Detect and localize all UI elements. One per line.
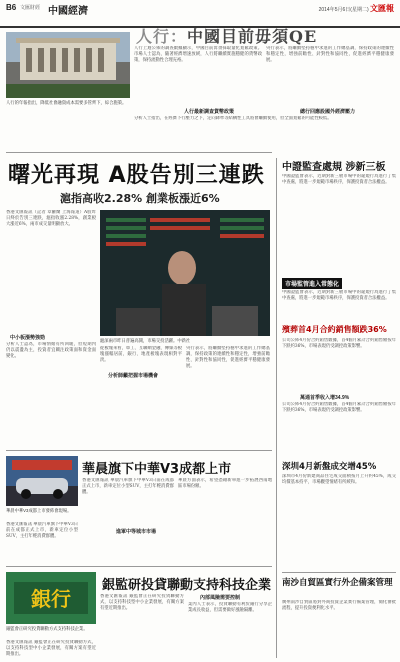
story4-body-a: 香港文匯報訊 銀監會正在研究投貸聯動方式，以支持科技型中小企業發展，有關方案有望近期推出。 <box>6 640 96 657</box>
story3-caption: 華晨中華V3成都上市發佈會現場。 <box>6 508 72 513</box>
story1-subhead-2: 總行回應設國外經濟壓力 <box>300 109 356 115</box>
trader-photo <box>100 210 270 336</box>
story1-body-b: 央行表示，將繼續堅持穩中求進的工作總基調，保持政策的連續性和穩定性，增強前瞻性、針對性和協同性，促進經濟平穩健康發展。 <box>266 46 394 63</box>
story4-caption: 銀監會正研究投貸聯動方式支持科技企業。 <box>6 626 88 631</box>
right-subhead-1: 市場監管進入常態化 <box>282 278 342 289</box>
column-divider <box>276 158 277 658</box>
story2-subline: 滬指高收2.28% 創業板漲近6% <box>60 192 220 205</box>
story1-headline-b: 中國目前毋須QE <box>187 27 318 46</box>
story1-caption: 人行的年報指出，降低社會融資成本需要多管齊下，綜合施策。 <box>6 100 127 105</box>
story4-headline: 銀監研投貸聯動支持科技企業 <box>102 578 272 593</box>
story2-body-a: 香港文匯報訊（記者 章蘿蘭 上海報道）A股昨日終於告別三連跌，滬指收漲2.28%，創業板大漲近6%，兩市成交量明顯放大。 <box>6 210 96 227</box>
divider <box>282 572 396 573</box>
divider <box>6 566 272 567</box>
story2-body-c: 從板塊來看，軍工、互聯網金融、傳媒等板塊漲幅居前，銀行、地產板塊表現相對平淡。 <box>100 346 182 363</box>
story1-subhead-1: 人行最新調查貨幣政策 <box>184 109 235 115</box>
story2-caption: 滬深兩市昨日普遍高開，市場交投活躍。中新社 <box>100 338 191 343</box>
section-label: 文匯財經 <box>20 5 41 11</box>
right-headline-3: 深圳4月新盤成交增45% <box>282 462 377 472</box>
story1-headline <box>136 24 317 47</box>
banner-text: 銀行 <box>31 587 71 611</box>
section-title: 中國經濟 <box>48 6 88 17</box>
story1-headline-a: 人行： <box>136 27 188 46</box>
right-headline-4: 南沙自貿區實行外企備案管理 <box>282 578 393 588</box>
car-launch-photo <box>6 456 78 506</box>
story2-body-b: 分析人士認為，市場情緒有所回暖，但短期內仍以震盪為主，投資者宜關注政策面和資金面變化。 <box>6 342 96 359</box>
divider <box>6 450 272 451</box>
right-body-1: 中國證監會表示，近期對新三板市場中的違規行為進行了集中查處，將進一步規範市場秩序，保護投資者合法權益。 <box>282 174 396 185</box>
right-body-1b: 中國證監會表示，近期對新三板市場中的違規行為進行了集中查處，將進一步規範市場秩序，保護投資者合法權益。 <box>282 290 396 301</box>
bank-sign-photo <box>6 572 96 624</box>
story3-body-a: 香港文匯報訊 華晨汽車旗下中華V3日前在成都正式上市，新車定位小型SUV，主打年輕消費群體。 <box>6 522 78 539</box>
date-line: 2014年5月6日(星期二) <box>318 7 369 13</box>
page-number: B6 <box>6 3 17 12</box>
story3-headline: 華晨旗下中華V3成都上市 <box>82 462 232 477</box>
story1-body-c: 分析人士指出，在經濟下行壓力之下，定向降準等結構性工具將會繼續使用，但全面寬鬆的可能性較低。 <box>134 116 332 121</box>
story2-headline: 曙光再現 A股告別三連跌 <box>8 163 265 188</box>
story1-body-a: 人行上週公佈的調查數據顯示，中國目前毋須採取量化寬鬆政策。市場人士認為，隨著經濟增速放緩，人行將繼續實施穩健的貨幣政策，保持流動性合理充裕。 <box>134 46 262 63</box>
divider <box>6 152 272 153</box>
right-body-2: 公司公佈4月份合約銷售數據，首4個月累計合約銷售額按年下跌約36%，市場表現仍受調控政策影響。 <box>282 338 396 349</box>
story4-body-c: 業內人士表示，投貸聯動有利於銀行分享企業成長收益，但需要做好風險隔離。 <box>188 602 272 613</box>
story2-subhead-1: 中小板漲勢強勁 <box>10 335 46 341</box>
right-body-4: 廣州南沙自貿區將對外商投資企業實行備案管理，簡化審批流程，提升投資便利化水平。 <box>282 600 396 611</box>
building-photo <box>6 32 130 98</box>
right-headline-2: 殯葬首4月合約銷售額跌36% <box>282 325 387 334</box>
right-subhead-2: 萬通首季收入增34.9% <box>300 395 350 401</box>
story3-body-c: 華晨方面表示，希望憑藉新車進一步拓展西南地區市場份額。 <box>178 478 272 489</box>
story2-body-d: 央行表示，將繼續堅持穩中求進的工作總基調，保持政策的連續性和穩定性，增強前瞻性、針對性和協同性，促進經濟平穩健康發展。 <box>186 346 270 369</box>
story3-subhead: 進軍中等城市市場 <box>116 529 157 535</box>
story4-subhead: 內部風險需要控制 <box>200 595 241 601</box>
right-headline-1: 中證監查處規 涉新三板 <box>282 162 386 173</box>
brand-logo: 文匯報 <box>370 4 394 13</box>
story4-body-b: 香港文匯報訊 銀監會正在研究投貸聯動方式，以支持科技型中小企業發展，有關方案有望近期推出。 <box>100 594 184 611</box>
right-body-3: 深圳市4月份新建商品住宅成交面積按月上升約45%，成交均價基本持平，市場觀望情緒有所緩和。 <box>282 474 396 485</box>
story3-body-b: 香港文匯報訊 華晨汽車旗下中華V3日前在成都正式上市，新車定位小型SUV，主打年輕消費群體。 <box>82 478 174 495</box>
story2-subhead-2: 分析師籲把握市場機會 <box>108 373 159 379</box>
header-right <box>319 3 394 14</box>
right-body-2b: 公司公佈4月份合約銷售數據，首4個月累計合約銷售額按年下跌約36%，市場表現仍受調控政策影響。 <box>282 402 396 413</box>
